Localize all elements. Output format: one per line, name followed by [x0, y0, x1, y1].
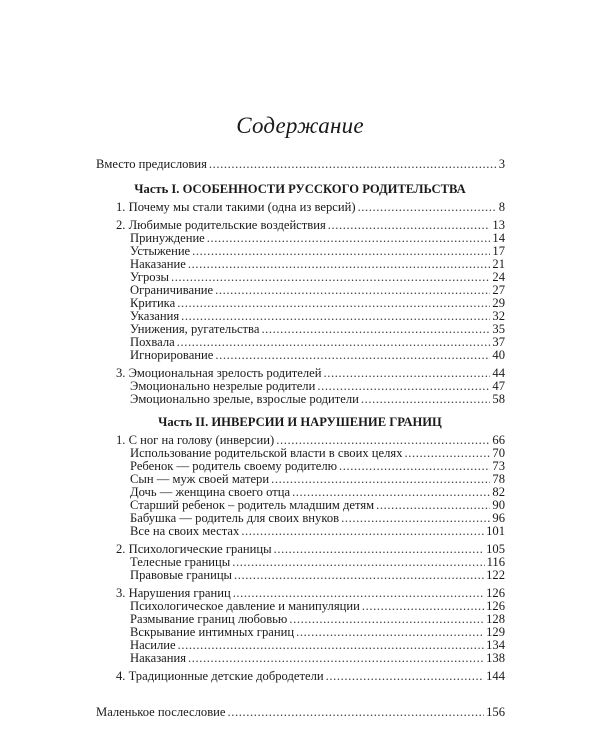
leader-dots — [324, 366, 491, 380]
leader-dots — [181, 309, 490, 323]
toc-label: Наказания — [130, 651, 187, 665]
toc-page: 37 — [492, 335, 505, 349]
toc-label: Маленькое послесловие — [96, 705, 226, 719]
toc-label: Похвала — [130, 335, 175, 349]
toc-label: Использование родительской власти в своих целях — [130, 446, 403, 460]
toc-label: Вместо предисловия — [96, 157, 207, 171]
toc-entry[interactable] — [130, 322, 505, 336]
toc-page: 116 — [486, 555, 505, 569]
toc-page: 24 — [492, 270, 505, 284]
toc-label: Все на своих местах — [130, 524, 240, 538]
toc-label: Ограничивание — [130, 283, 214, 297]
toc-page: 29 — [492, 296, 505, 310]
toc-entry[interactable] — [130, 446, 505, 460]
toc-label: Старший ребенок – родитель младшим детям — [130, 498, 375, 512]
leader-dots — [276, 433, 490, 447]
leader-dots — [171, 270, 490, 284]
toc-page: 17 — [492, 244, 505, 258]
toc-page: 66 — [492, 433, 505, 447]
toc-entry[interactable] — [130, 309, 505, 323]
toc-entry[interactable] — [116, 542, 505, 556]
toc-page: 44 — [492, 366, 505, 380]
toc-page: 27 — [492, 283, 505, 297]
leader-dots — [234, 568, 484, 582]
leader-dots — [192, 244, 490, 258]
toc-entry[interactable] — [130, 555, 505, 569]
toc-entry[interactable] — [130, 392, 505, 406]
toc-label: Телесные границы — [130, 555, 231, 569]
toc-page: 128 — [486, 612, 505, 626]
toc-label: Бабушка — родитель для своих внуков — [130, 511, 340, 525]
toc-page: 73 — [492, 459, 505, 473]
toc-entry[interactable] — [130, 651, 505, 665]
toc-label: Унижения, ругательства — [130, 322, 260, 336]
toc-entry-afterword[interactable] — [96, 705, 505, 719]
leader-dots — [341, 511, 490, 525]
toc-entry[interactable] — [130, 348, 505, 362]
toc-label: Устыжение — [130, 244, 191, 258]
leader-dots — [405, 446, 491, 460]
toc-entry[interactable] — [130, 472, 505, 486]
toc-entry[interactable] — [116, 586, 505, 600]
leader-dots — [177, 335, 491, 349]
toc-entry[interactable] — [130, 625, 505, 639]
leader-dots — [358, 200, 497, 214]
leader-dots — [376, 498, 490, 512]
toc-label: Принуждение — [130, 231, 205, 245]
leader-dots — [261, 322, 490, 336]
toc-label: 3. Эмоциональная зрелость родителей — [116, 366, 322, 380]
toc-page: 35 — [492, 322, 505, 336]
toc-entry[interactable] — [116, 200, 505, 214]
leader-dots — [215, 348, 490, 362]
toc-label: Критика — [130, 296, 176, 310]
toc-label: 2. Психологические границы — [116, 542, 272, 556]
leader-dots — [292, 485, 490, 499]
toc-entry[interactable] — [130, 524, 505, 538]
leader-dots — [274, 542, 485, 556]
toc-page: 90 — [492, 498, 505, 512]
toc-label: Сын — муж своей матери — [130, 472, 270, 486]
leader-dots — [228, 705, 485, 719]
toc-label: Психологическое давление и манипуляции — [130, 599, 360, 613]
toc-page: 129 — [486, 625, 505, 639]
toc-label: 2. Любимые родительские воздействия — [116, 218, 326, 232]
toc-entry[interactable] — [116, 366, 505, 380]
toc-page: 101 — [486, 524, 505, 538]
toc-page: 21 — [492, 257, 505, 271]
toc-entry[interactable] — [130, 498, 505, 512]
toc-label: 4. Традиционные детские добродетели — [116, 669, 324, 683]
toc-entry[interactable] — [130, 568, 505, 582]
toc-entry[interactable] — [130, 599, 505, 613]
leader-dots — [178, 638, 484, 652]
toc-label: Эмоционально зрелые, взрослые родители — [130, 392, 359, 406]
toc-page: 156 — [486, 705, 505, 719]
toc-label: 1. Почему мы стали такими (одна из версий) — [116, 200, 356, 214]
toc-entry-preface[interactable] — [96, 157, 505, 171]
toc-page: 13 — [492, 218, 505, 232]
toc-page: 105 — [486, 542, 505, 556]
toc-page: 134 — [486, 638, 505, 652]
toc-label: 3. Нарушения границ — [116, 586, 231, 600]
leader-dots — [362, 599, 484, 613]
toc-page: 47 — [492, 379, 505, 393]
leader-dots — [289, 612, 484, 626]
leader-dots — [207, 231, 491, 245]
toc-entry[interactable] — [130, 231, 505, 245]
part-heading: Часть II. ИНВЕРСИИ И НАРУШЕНИЕ ГРАНИЦ — [158, 415, 442, 429]
toc-page: 70 — [492, 446, 505, 460]
toc-entry[interactable] — [116, 433, 505, 447]
toc-label: Насилие — [130, 638, 176, 652]
toc-label: Наказание — [130, 257, 186, 271]
leader-dots — [241, 524, 484, 538]
toc-page: 126 — [486, 599, 505, 613]
toc-label: Дочь — женщина своего отца — [130, 485, 291, 499]
leader-dots — [233, 586, 484, 600]
toc-entry[interactable] — [130, 485, 505, 499]
toc-entry[interactable] — [116, 218, 505, 232]
toc-label: Указания — [130, 309, 180, 323]
toc-page: 78 — [492, 472, 505, 486]
toc-label: Вскрывание интимных границ — [130, 625, 295, 639]
toc-label: Ребенок — родитель своему родителю — [130, 459, 338, 473]
toc-label: Эмоционально незрелые родители — [130, 379, 316, 393]
part-heading: Часть I. ОСОБЕННОСТИ РУССКОГО РОДИТЕЛЬСТВА — [134, 182, 466, 196]
toc-page: 40 — [492, 348, 505, 362]
toc-entry[interactable] — [130, 459, 505, 473]
leader-dots — [188, 257, 491, 271]
toc-page: 58 — [492, 392, 505, 406]
toc-page: 126 — [486, 586, 505, 600]
toc-page: 82 — [492, 485, 505, 499]
toc-entry[interactable] — [130, 257, 505, 271]
toc-entry[interactable] — [130, 270, 505, 284]
page-title: Содержание — [236, 113, 364, 138]
toc-page: 138 — [486, 651, 505, 665]
toc-entry[interactable] — [130, 296, 505, 310]
toc-page: 32 — [492, 309, 505, 323]
toc-entry[interactable] — [116, 669, 505, 683]
toc-label: Угрозы — [130, 270, 170, 284]
toc-page: 96 — [492, 511, 505, 525]
leader-dots — [296, 625, 484, 639]
leader-dots — [188, 651, 484, 665]
toc-entry[interactable] — [130, 612, 505, 626]
toc-entry[interactable] — [130, 638, 505, 652]
leader-dots — [361, 392, 491, 406]
leader-dots — [339, 459, 490, 473]
toc-page: 8 — [498, 200, 505, 214]
leader-dots — [232, 555, 484, 569]
leader-dots — [317, 379, 490, 393]
leader-dots — [209, 157, 497, 171]
leader-dots — [328, 218, 491, 232]
toc-entry[interactable] — [130, 335, 505, 349]
toc-label: Размывание границ любовью — [130, 612, 288, 626]
toc-entry[interactable] — [130, 283, 505, 297]
toc-page: 14 — [492, 231, 505, 245]
toc-label: Правовые границы — [130, 568, 233, 582]
toc-page: 144 — [486, 669, 505, 683]
leader-dots — [326, 669, 485, 683]
toc-entry[interactable] — [130, 511, 505, 525]
leader-dots — [215, 283, 490, 297]
toc-label: 1. С ног на голову (инверсии) — [116, 433, 275, 447]
leader-dots — [177, 296, 490, 310]
leader-dots — [271, 472, 490, 486]
toc-page: 122 — [486, 568, 505, 582]
toc-label: Игнорирование — [130, 348, 214, 362]
toc-entry[interactable] — [130, 244, 505, 258]
toc-entry[interactable] — [130, 379, 505, 393]
toc-page: 3 — [498, 157, 505, 171]
